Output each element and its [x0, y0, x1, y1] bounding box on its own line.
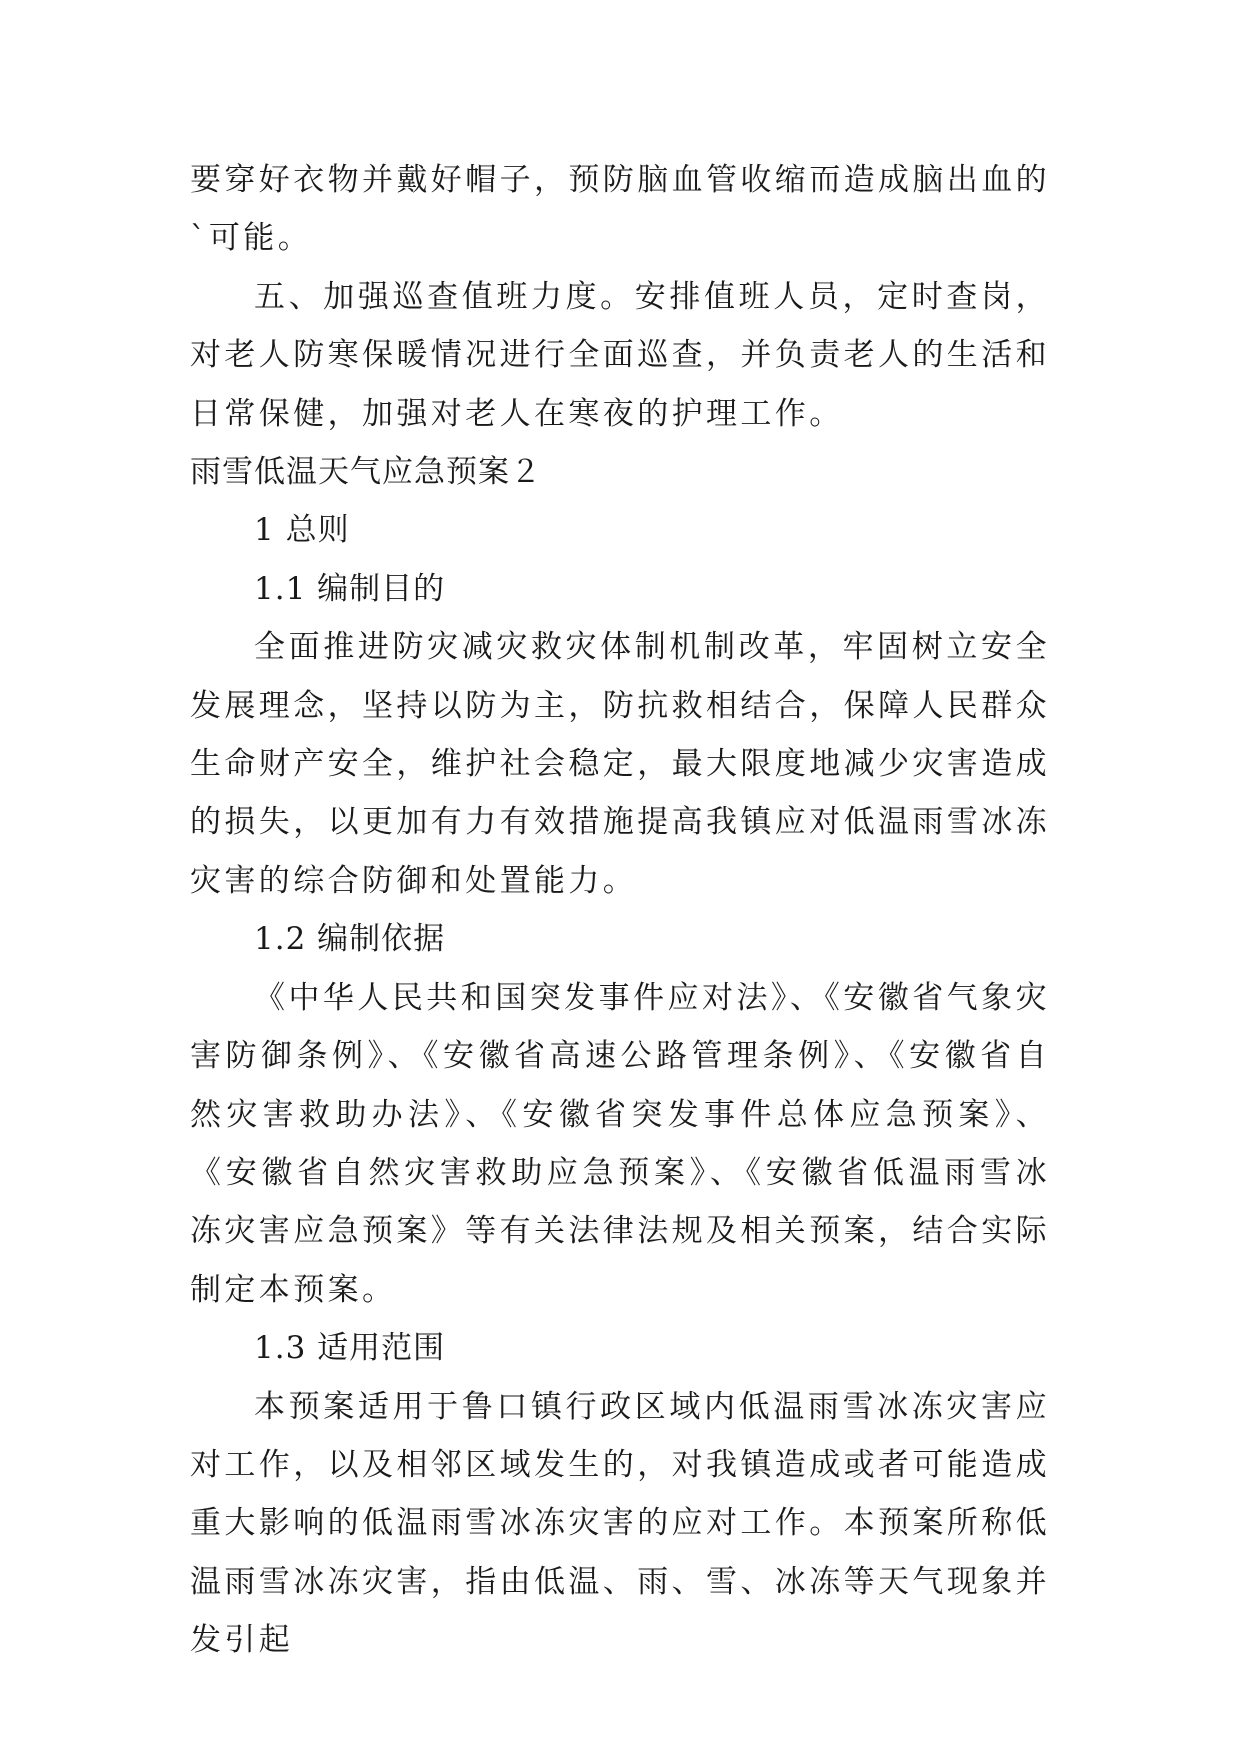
paragraph-scope: 本预案适用于鲁口镇行政区域内低温雨雪冰冻灾害应对工作，以及相邻区域发生的，对我镇造成或者可能造成重大影响的低温雨雪冰冻灾害的应对工作。本预案所称低温雨雪冰冻灾害，指由低温、雨、雪、冰冻等天气现象并发引起 [190, 1388, 1050, 1659]
heading-general-principles: 1 总则 [254, 512, 350, 549]
paragraph-item-five: 五、加强巡查值班力度。安排值班人员，定时查岗，对老人防寒保暖情况进行全面巡查，并负责老人的生活和日常保健，加强对老人在寒夜的护理工作。 [190, 278, 1050, 432]
paragraph-basis: 《中华人民共和国突发事件应对法》、《安徽省气象灾害防御条例》、《安徽省高速公路管理条例》、《安徽省自然灾害救助办法》、《安徽省突发事件总体应急预案》、《安徽省自然灾害救助应急预案》、《安徽省低温雨雪冰冻灾害应急预案》等有关法律法规及相关预案，结合实际制定本预案。 [190, 979, 1050, 1308]
heading-basis: 1.2 编制依据 [254, 921, 446, 958]
paragraph-purpose: 全面推进防灾减灾救灾体制机制改革，牢固树立安全发展理念，坚持以防为主，防抗救相结合，保障人民群众生命财产安全，维护社会稳定，最大限度地减少灾害造成的损失，以更加有力有效措施提高我镇应对低温雨雪冰冻灾害的综合防御和处置能力。 [190, 629, 1050, 899]
heading-scope: 1.3 适用范围 [254, 1330, 446, 1367]
heading-purpose: 1.1 编制目的 [254, 570, 446, 607]
document-body [190, 151, 1050, 1670]
paragraph-intro-continued: 要穿好衣物并戴好帽子，预防脑血管收缩而造成脑出血的`可能。 [190, 162, 1050, 257]
section-title: 雨雪低温天气应急预案２ [190, 454, 542, 491]
